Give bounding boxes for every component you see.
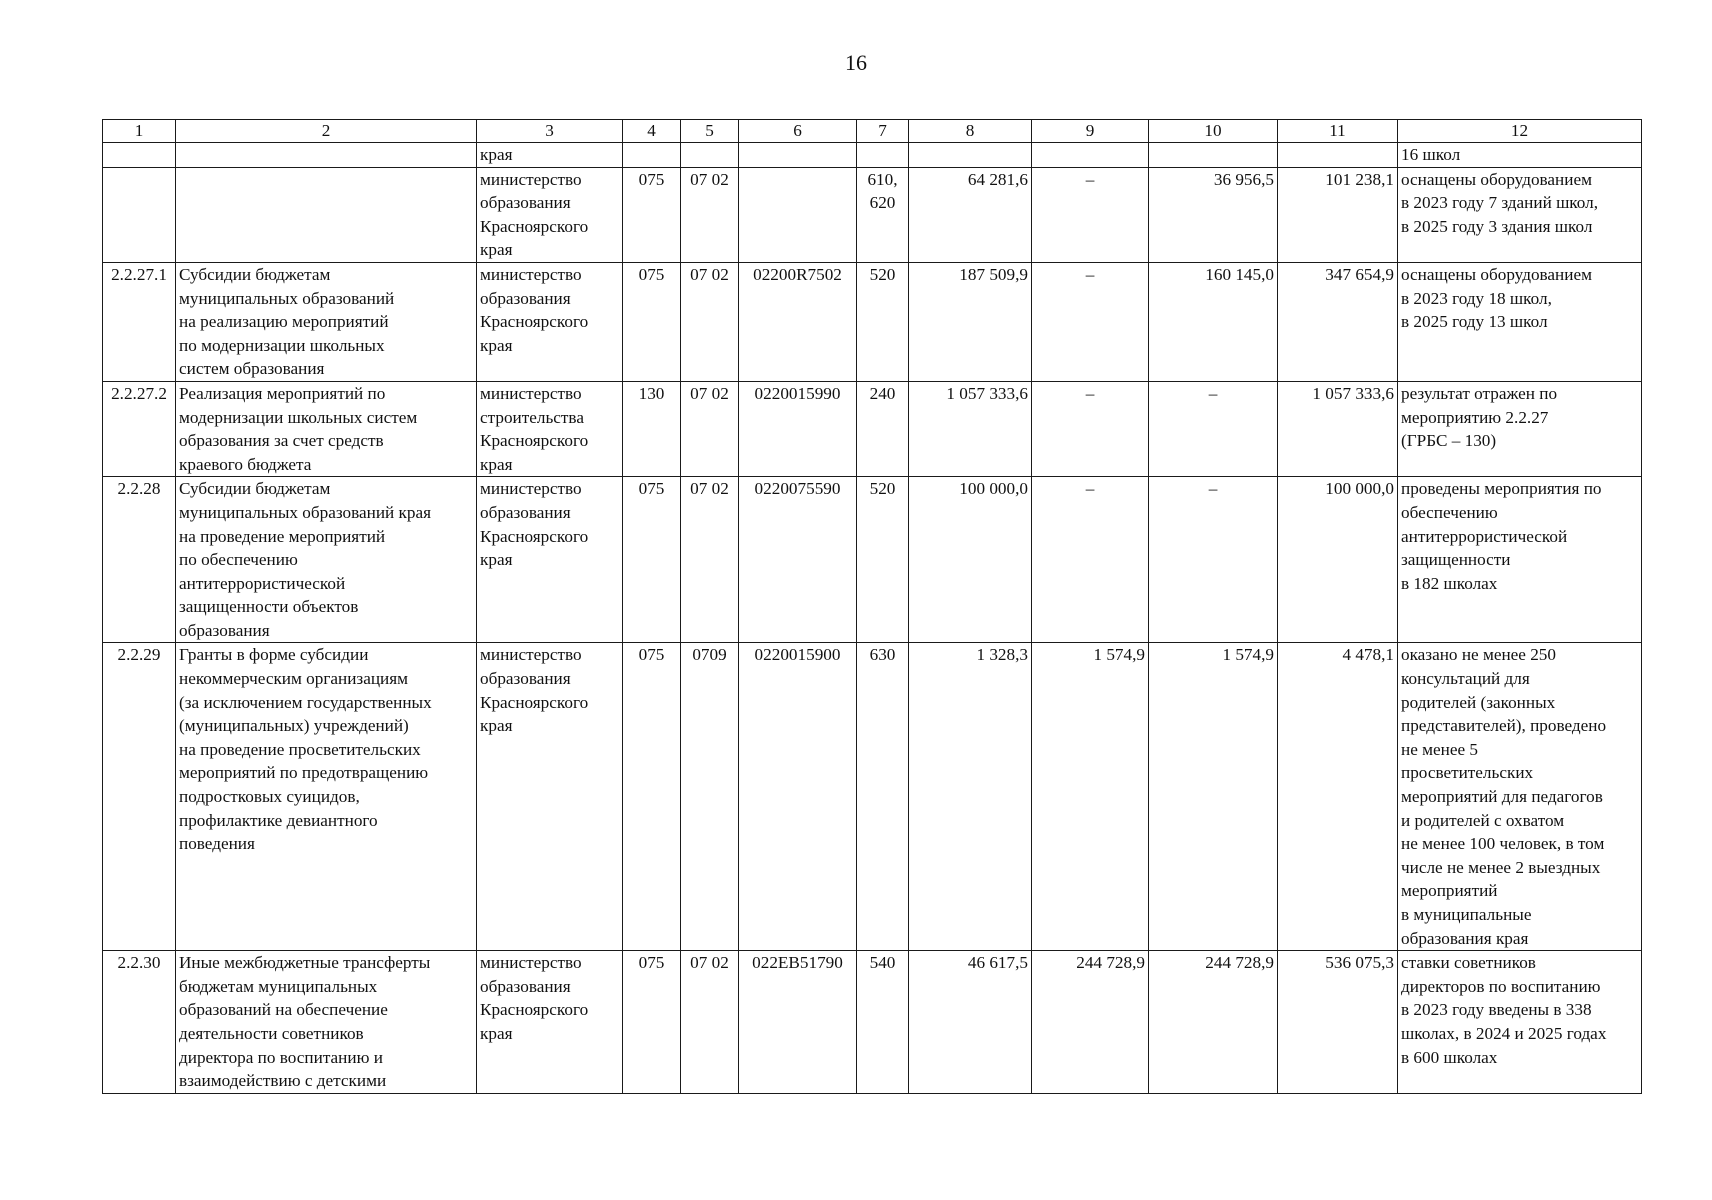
cell-amount-2023: 187 509,9	[909, 262, 1032, 381]
column-header: 11	[1278, 120, 1398, 143]
cell-expected-result: 16 школ	[1398, 143, 1642, 168]
cell-amount-2023: 1 328,3	[909, 643, 1032, 951]
cell-expense-type: 520	[857, 477, 909, 643]
cell-row-number: 2.2.28	[103, 477, 176, 643]
cell-expense-type	[857, 143, 909, 168]
cell-expense-type: 630	[857, 643, 909, 951]
cell-row-number	[103, 143, 176, 168]
cell-target-article: 022EB51790	[739, 951, 857, 1094]
column-header: 1	[103, 120, 176, 143]
cell-executor: министерство строительства Красноярского края	[477, 381, 623, 476]
cell-description	[176, 167, 477, 262]
cell-amount-2025: –	[1149, 381, 1278, 476]
cell-amount-2024: –	[1032, 167, 1149, 262]
cell-description	[176, 143, 477, 168]
cell-target-article	[739, 167, 857, 262]
table-row	[103, 477, 1642, 643]
column-header: 9	[1032, 120, 1149, 143]
cell-total-amount: 101 238,1	[1278, 167, 1398, 262]
budget-table	[102, 119, 1642, 1094]
table-row	[103, 167, 1642, 262]
cell-expense-type: 520	[857, 262, 909, 381]
cell-target-article	[739, 143, 857, 168]
cell-amount-2025: –	[1149, 477, 1278, 643]
table-row	[103, 381, 1642, 476]
cell-executor: министерство образования Красноярского края	[477, 951, 623, 1094]
column-header: 6	[739, 120, 857, 143]
table-row	[103, 951, 1642, 1094]
cell-amount-2024: –	[1032, 262, 1149, 381]
cell-grbs-code: 130	[623, 381, 681, 476]
cell-executor: министерство образования Красноярского края	[477, 262, 623, 381]
column-header: 7	[857, 120, 909, 143]
cell-amount-2025: 160 145,0	[1149, 262, 1278, 381]
cell-amount-2023: 100 000,0	[909, 477, 1032, 643]
cell-grbs-code: 075	[623, 643, 681, 951]
cell-grbs-code	[623, 143, 681, 168]
cell-total-amount: 4 478,1	[1278, 643, 1398, 951]
cell-total-amount: 536 075,3	[1278, 951, 1398, 1094]
cell-section-code: 0709	[681, 643, 739, 951]
cell-description: Иные межбюджетные трансферты бюджетам муниципальных образований на обеспечение деятельности советников директора по воспитанию и взаимодействию с детскими	[176, 951, 477, 1094]
cell-expected-result: результат отражен по мероприятию 2.2.27 (ГРБС – 130)	[1398, 381, 1642, 476]
table-row	[103, 262, 1642, 381]
cell-executor: министерство образования Красноярского края	[477, 167, 623, 262]
cell-grbs-code: 075	[623, 477, 681, 643]
header-row	[103, 120, 1642, 143]
column-header: 10	[1149, 120, 1278, 143]
cell-section-code: 07 02	[681, 477, 739, 643]
cell-expense-type: 240	[857, 381, 909, 476]
cell-expected-result: оснащены оборудованием в 2023 году 18 школ, в 2025 году 13 школ	[1398, 262, 1642, 381]
column-header: 4	[623, 120, 681, 143]
cell-section-code: 07 02	[681, 262, 739, 381]
cell-amount-2023: 64 281,6	[909, 167, 1032, 262]
cell-row-number: 2.2.29	[103, 643, 176, 951]
table-row	[103, 643, 1642, 951]
cell-amount-2023	[909, 143, 1032, 168]
cell-amount-2023: 46 617,5	[909, 951, 1032, 1094]
cell-section-code: 07 02	[681, 167, 739, 262]
column-header: 12	[1398, 120, 1642, 143]
cell-target-article: 02200R7502	[739, 262, 857, 381]
cell-section-code: 07 02	[681, 381, 739, 476]
cell-grbs-code: 075	[623, 951, 681, 1094]
cell-expected-result: оказано не менее 250 консультаций для родителей (законных представителей), проведено не менее 5 просветительских мероприятий для педагогов и родителей с охватом не менее 100 человек, в том числе не менее 2 выездных мероприятий в муниципальные образования края	[1398, 643, 1642, 951]
cell-amount-2024: –	[1032, 477, 1149, 643]
cell-expected-result: проведены мероприятия по обеспечению антитеррористической защищенности в 182 школах	[1398, 477, 1642, 643]
cell-section-code	[681, 143, 739, 168]
cell-row-number: 2.2.27.2	[103, 381, 176, 476]
column-header: 5	[681, 120, 739, 143]
cell-executor: края	[477, 143, 623, 168]
page-number: 16	[845, 50, 867, 75]
cell-total-amount	[1278, 143, 1398, 168]
cell-description: Гранты в форме субсидии некоммерческим организациям (за исключением государственных (муниципальных) учреждений) на проведение просветительских мероприятий по предотвращению подростковых суицидов, профилактике девиантного поведения	[176, 643, 477, 951]
cell-grbs-code: 075	[623, 262, 681, 381]
table-row	[103, 143, 1642, 168]
cell-amount-2025	[1149, 143, 1278, 168]
cell-total-amount: 1 057 333,6	[1278, 381, 1398, 476]
column-header: 2	[176, 120, 477, 143]
cell-target-article: 0220075590	[739, 477, 857, 643]
cell-total-amount: 347 654,9	[1278, 262, 1398, 381]
cell-description: Реализация мероприятий по модернизации школьных систем образования за счет средств краевого бюджета	[176, 381, 477, 476]
cell-amount-2025: 244 728,9	[1149, 951, 1278, 1094]
cell-description: Субсидии бюджетам муниципальных образований на реализацию мероприятий по модернизации школьных систем образования	[176, 262, 477, 381]
cell-expected-result: оснащены оборудованием в 2023 году 7 зданий школ, в 2025 году 3 здания школ	[1398, 167, 1642, 262]
cell-target-article: 0220015990	[739, 381, 857, 476]
cell-amount-2024: 1 574,9	[1032, 643, 1149, 951]
cell-target-article: 0220015900	[739, 643, 857, 951]
cell-amount-2023: 1 057 333,6	[909, 381, 1032, 476]
cell-description: Субсидии бюджетам муниципальных образований края на проведение мероприятий по обеспечению антитеррористической защищенности объектов образования	[176, 477, 477, 643]
cell-amount-2024: –	[1032, 381, 1149, 476]
cell-executor: министерство образования Красноярского края	[477, 477, 623, 643]
cell-amount-2024: 244 728,9	[1032, 951, 1149, 1094]
cell-section-code: 07 02	[681, 951, 739, 1094]
cell-expense-type: 610, 620	[857, 167, 909, 262]
cell-amount-2024	[1032, 143, 1149, 168]
cell-total-amount: 100 000,0	[1278, 477, 1398, 643]
column-header: 8	[909, 120, 1032, 143]
cell-executor: министерство образования Красноярского края	[477, 643, 623, 951]
column-header: 3	[477, 120, 623, 143]
cell-row-number: 2.2.30	[103, 951, 176, 1094]
cell-expected-result: ставки советников директоров по воспитанию в 2023 году введены в 338 школах, в 2024 и 2025 годах в 600 школах	[1398, 951, 1642, 1094]
cell-amount-2025: 1 574,9	[1149, 643, 1278, 951]
table-body	[103, 120, 1642, 1094]
cell-row-number	[103, 167, 176, 262]
cell-amount-2025: 36 956,5	[1149, 167, 1278, 262]
cell-expense-type: 540	[857, 951, 909, 1094]
cell-grbs-code: 075	[623, 167, 681, 262]
cell-row-number: 2.2.27.1	[103, 262, 176, 381]
